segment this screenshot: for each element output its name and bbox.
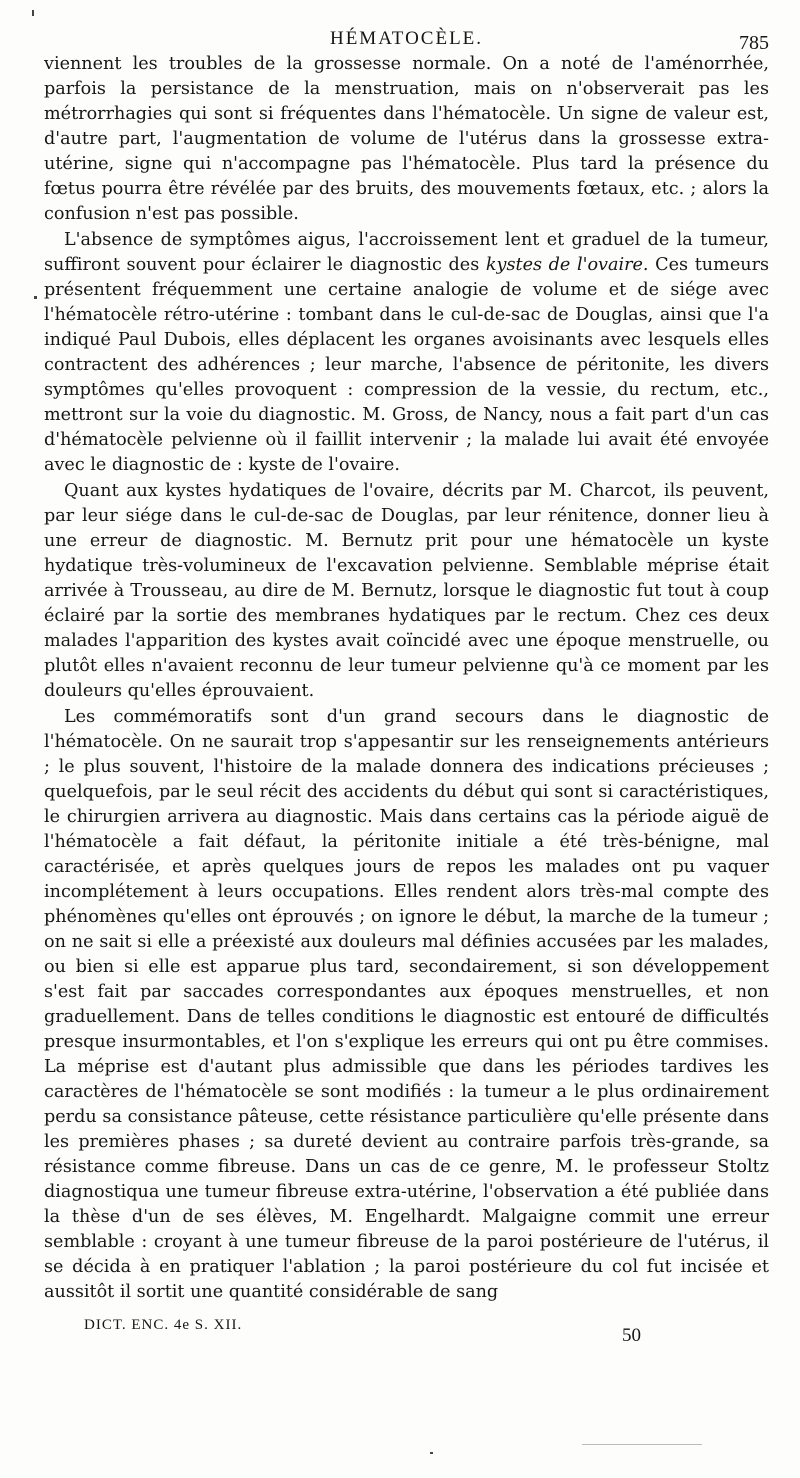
paragraph-2-start: L'absence de symptômes aigus, l'accroissement lent et graduel de la tumeur, suffiront souvent pour éclairer le diagnostic des — [44, 230, 769, 275]
print-speck — [32, 10, 34, 16]
body-text — [44, 52, 769, 1305]
sheet-number: 50 — [622, 1325, 641, 1346]
paragraph-1: viennent les troubles de la grossesse normale. On a noté de l'aménorrhée, parfois la persistance de la menstruation, mais on n'observerait pas les métrorrhagies qui sont si fréquentes dans l'hématocèle. Un signe de valeur est, d'autre part, l'augmentation de volume de l'utérus dans la grossesse extra-utérine, signe qui n'accompagne pas l'hématocèle. Plus tard la présence du fœtus pourra être révélée par des bruits, des mouvements fœtaux, etc. ; alors la confusion n'est pas possible. — [44, 54, 769, 224]
print-speck — [34, 296, 37, 299]
paragraph-3: Quant aux kystes hydatiques de l'ovaire, décrits par M. Charcot, ils peuvent, par leur siége dans le cul-de-sac de Douglas, par leur rénitence, donner lieu à une erreur de diagnostic. M. Bernutz prit pour une hématocèle un kyste hydatique très-volumineux de l'excavation pelvienne. Semblable méprise était arrivée à Trousseau, au dire de M. Bernutz, lorsque le diagnostic fut tout à coup éclairé par la sortie des membranes hydatiques par le rectum. Chez ces deux malades l'apparition des kystes avait coïncidé avec une époque menstruelle, ou plutôt elles n'avaient reconnu de leur tumeur pelvienne qu'à ce moment par les douleurs qu'elles éprouvaient. — [44, 481, 769, 701]
running-title: HÉMATOCÈLE. — [329, 28, 484, 49]
document-page — [44, 24, 769, 1357]
paragraph-4: Les commémoratifs sont d'un grand secours dans le diagnostic de l'hématocèle. On ne saurait trop s'appesantir sur les renseignements antérieurs ; le plus souvent, l'histoire de la malade donnera des indications précieuses ; quelquefois, par le seul récit des accidents du début qui sont si caractéristiques, le chirurgien arrivera au diagnostic. Mais dans certains cas la période aiguë de l'hématocèle a fait défaut, la péritonite initiale a été très-bénigne, mal caractérisée, et après quelques jours de repos les malades ont pu vaquer incomplétement à leurs occupations. Elles rendent alors très-mal compte des phénomènes qu'elles ont éprouvés ; on ignore le début, la marche de la tumeur ; on ne sait si elle a préexisté aux douleurs mal définies accusées par les malades, ou bien si elle est apparue plus tard, secondairement, si son développement s'est fait par saccades correspondantes aux époques menstruelles, et non graduellement. Dans de telles conditions le diagnostic est entouré de difficultés presque insurmontables, et l'on s'explique les erreurs qui ont pu être commises. La méprise est d'autant plus admissible que dans les périodes tardives les caractères de l'hématocèle se sont modifiés : la tumeur a le plus ordinairement perdu sa consistance pâteuse, cette résistance particulière qu'elle présente dans les premières phases ; sa dureté devient au contraire parfois très-grande, sa résistance comme fibreuse. Dans un cas de ce genre, M. le professeur Stoltz diagnostiqua une tumeur fibreuse extra-utérine, l'observation a été publiée dans la thèse d'un de ses élèves, M. Engelhardt. Malgaigne commit une erreur semblable : croyant à une tumeur fibreuse de la paroi postérieure de l'utérus, il se décida à en pratiquer l'ablation ; la paroi postérieure du col fut incisée et aussitôt il sortit une quantité considérable de sang — [44, 707, 769, 1302]
print-speck — [430, 1452, 433, 1454]
paragraph-2-italic: kystes de l'ovaire. — [485, 255, 649, 275]
paragraph-2 — [44, 228, 769, 478]
page-header — [44, 24, 769, 52]
paragraph-2-end: Ces tumeurs présentent fréquemment une certaine analogie de volume et de siége avec l'hématocèle rétro-utérine : tombant dans le cul-de-sac de Douglas, ainsi que l'a indiqué Paul Dubois, elles déplacent les organes avoisinants avec lesquels elles contractent des adhérences ; leur marche, l'absence de péritonite, les divers symptômes qu'elles provoquent : compression de la vessie, du rectum, etc., mettront sur la voie du diagnostic. M. Gross, de Nancy, nous a fait part d'un cas d'hématocèle pelvienne où il faillit intervenir ; la malade lui avait été envoyée avec le diagnostic de : kyste de l'ovaire. — [44, 255, 770, 475]
page-footer — [44, 1317, 769, 1357]
signature-mark: DICT. ENC. 4e S. XII. — [84, 1317, 243, 1333]
print-speck — [582, 1444, 702, 1445]
page-number: 785 — [739, 32, 769, 54]
